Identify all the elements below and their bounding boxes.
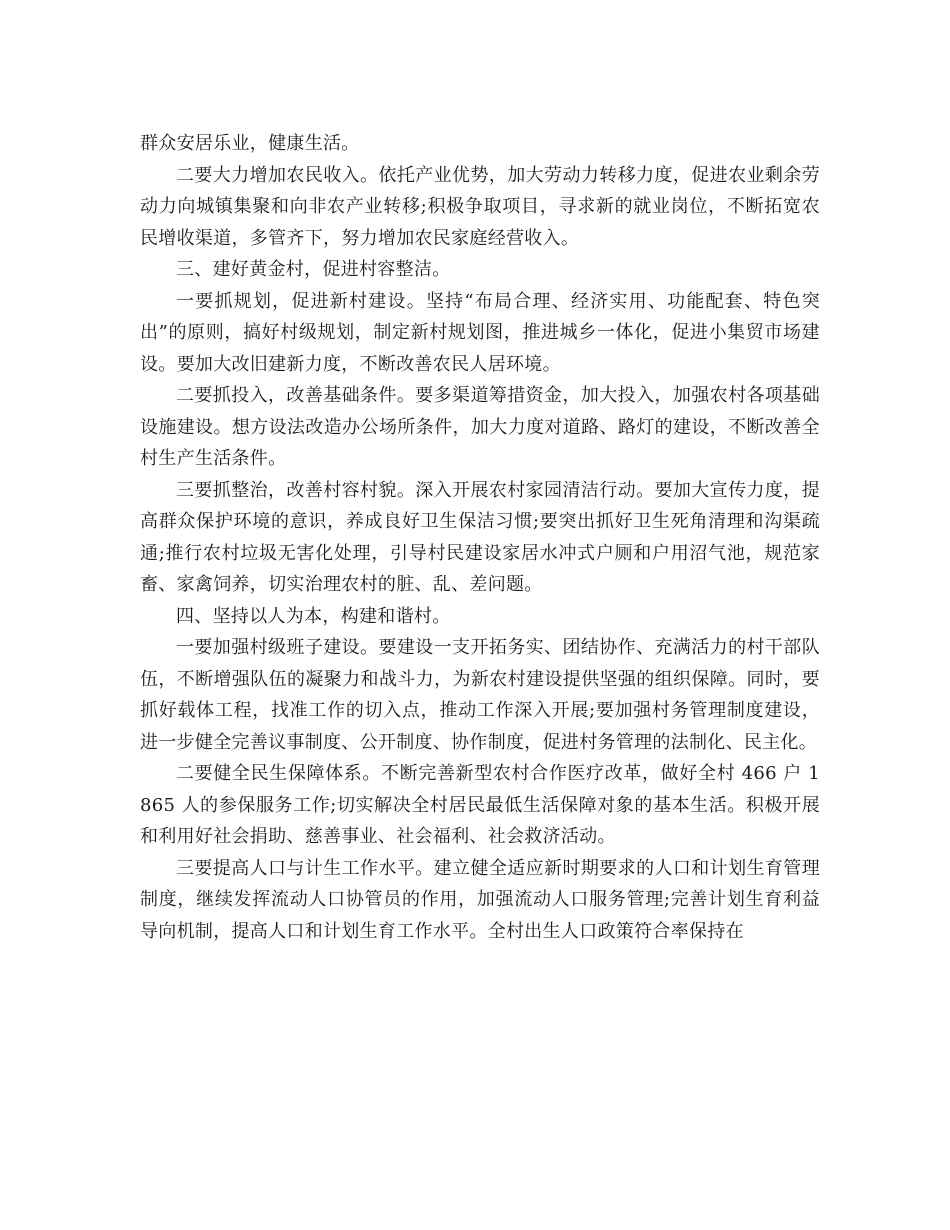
paragraph-team-building: 一要加强村级班子建设。要建设一支开拓务实、团结协作、充满活力的村干部队伍，不断增强队伍的凝聚力和战斗力，为新农村建设提供坚强的组织保障。同时，要抓好载体工程，找准工作的切入点，推动工作深入开展;要加强村务管理制度建设，进一步健全完善议事制度、公开制度、协作制度，促进村务管理的法制化、民主化。 — [140, 637, 820, 753]
paragraph-investment: 二要抓投入，改善基础条件。要多渠道筹措资金，加大投入，加强农村各项基础设施建设。想方设法改造办公场所条件，加大力度对道路、路灯的建设，不断改善全村生产生活条件。 — [140, 385, 820, 469]
document-body — [140, 128, 820, 947]
paragraph-rectification: 三要抓整治，改善村容村貌。深入开展农村家园清洁行动。要加大宣传力度，提高群众保护环境的意识，养成良好卫生保洁习惯;要突出抓好卫生死角清理和沟渠疏通;推行农村垃圾无害化处理，引导村民建设家居水冲式户厕和户用沼气池，规范家畜、家禽饲养，切实治理农村的脏、乱、差问题。 — [140, 479, 820, 595]
paragraph-population: 三要提高人口与计生工作水平。建立健全适应新时期要求的人口和计划生育管理制度，继续发挥流动人口协管员的作用，加强流动人口服务管理;完善计划生育利益导向机制，提高人口和计划生育工作水平。全村出生人口政策符合率保持在 — [140, 857, 820, 942]
section-heading-3: 三、建好黄金村，促进村容整洁。 — [176, 259, 451, 280]
section-heading-4: 四、坚持以人为本，构建和谐村。 — [176, 605, 451, 627]
paragraph-increase-income: 二要大力增加农民收入。依托产业优势，加大劳动力转移力度，促进农业剩余劳动力向城镇集聚和向非农产业转移;积极争取项目，寻求新的就业岗位，不断拓宽农民增收渠道，多管齐下，努力增加农民家庭经营收入。 — [140, 164, 820, 249]
paragraph-planning: 一要抓规划，促进新村建设。坚持“布局合理、经济实用、功能配套、特色突出”的原则，搞好村级规划，制定新村规划图，推进城乡一体化，促进小集贸市场建设。要加大改旧建新力度，不断改善农民人居环境。 — [140, 290, 820, 375]
paragraph-continuation: 群众安居乐业，健康生活。 — [140, 133, 360, 154]
paragraph-livelihood: 二要健全民生保障体系。不断完善新型农村合作医疗改革，做好全村 466 户 1865 人的参保服务工作;切实解决全村居民最低生活保障对象的基本生活。积极开展和利用好社会捐助、慈善事业、社会福利、社会救济活动。 — [140, 763, 820, 847]
